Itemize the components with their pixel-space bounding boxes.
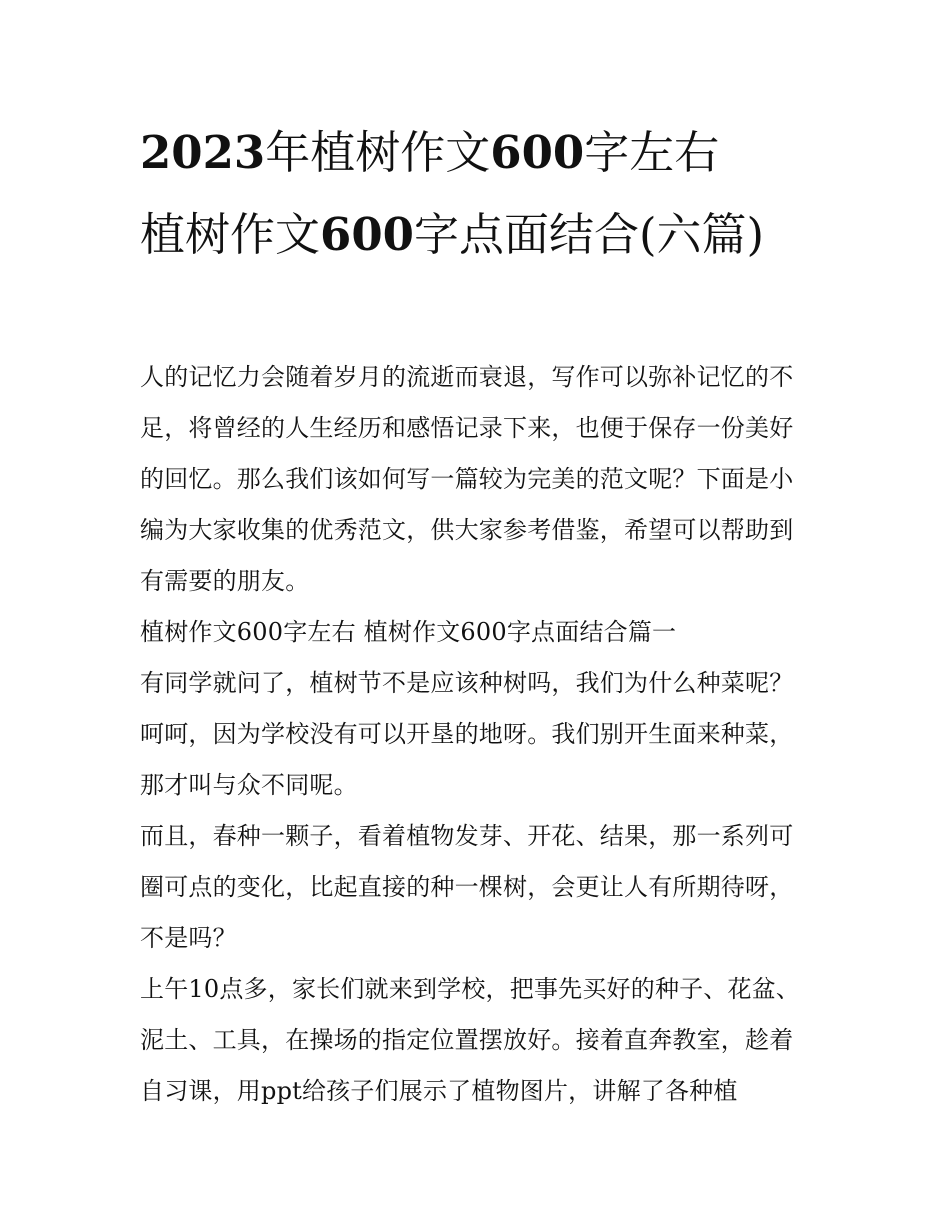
body-paragraph: 而且，春种一颗子，看着植物发芽、开花、结果，那一系列可圈可点的变化，比起直接的种一棵树，会更让人有所期待呀，不是吗？ [140,822,794,952]
document-body [140,352,815,1117]
title-text-4: 字点面结合(六篇) [413,208,765,261]
title-year: 2023 [140,126,266,179]
document-title [140,112,820,276]
title-number-2: 600 [320,208,414,261]
body-paragraph: 上午10点多，家长们就来到学校，把事先买好的种子、花盆、泥土、工具，在操场的指定位置摆放好。接着直奔教室，趁着自习课，用ppt给孩子们展示了植物图片，讲解了各种植 [140,975,801,1105]
title-text-1: 年植树作文 [265,126,491,179]
title-text-2: 字左右 [584,126,720,179]
body-paragraph: 有同学就问了，植树节不是应该种树吗，我们为什么种菜呢？呵呵，因为学校没有可以开垦的地呀。我们别开生面来种菜，那才叫与众不同呢。 [140,669,794,799]
intro-paragraph: 人的记忆力会随着岁月的流逝而衰退，写作可以弥补记忆的不足，将曾经的人生经历和感悟记录下来，也便于保存一份美好的回忆。那么我们该如何写一篇较为完美的范文呢？下面是小编为大家收集的优秀范文，供大家参考借鉴，希望可以帮助到有需要的朋友。 [140,363,794,595]
title-text-3: 植树作文 [140,208,321,261]
section-heading: 植树作文600字左右 植树作文600字点面结合篇一 [140,618,677,646]
title-number-1: 600 [490,126,585,179]
